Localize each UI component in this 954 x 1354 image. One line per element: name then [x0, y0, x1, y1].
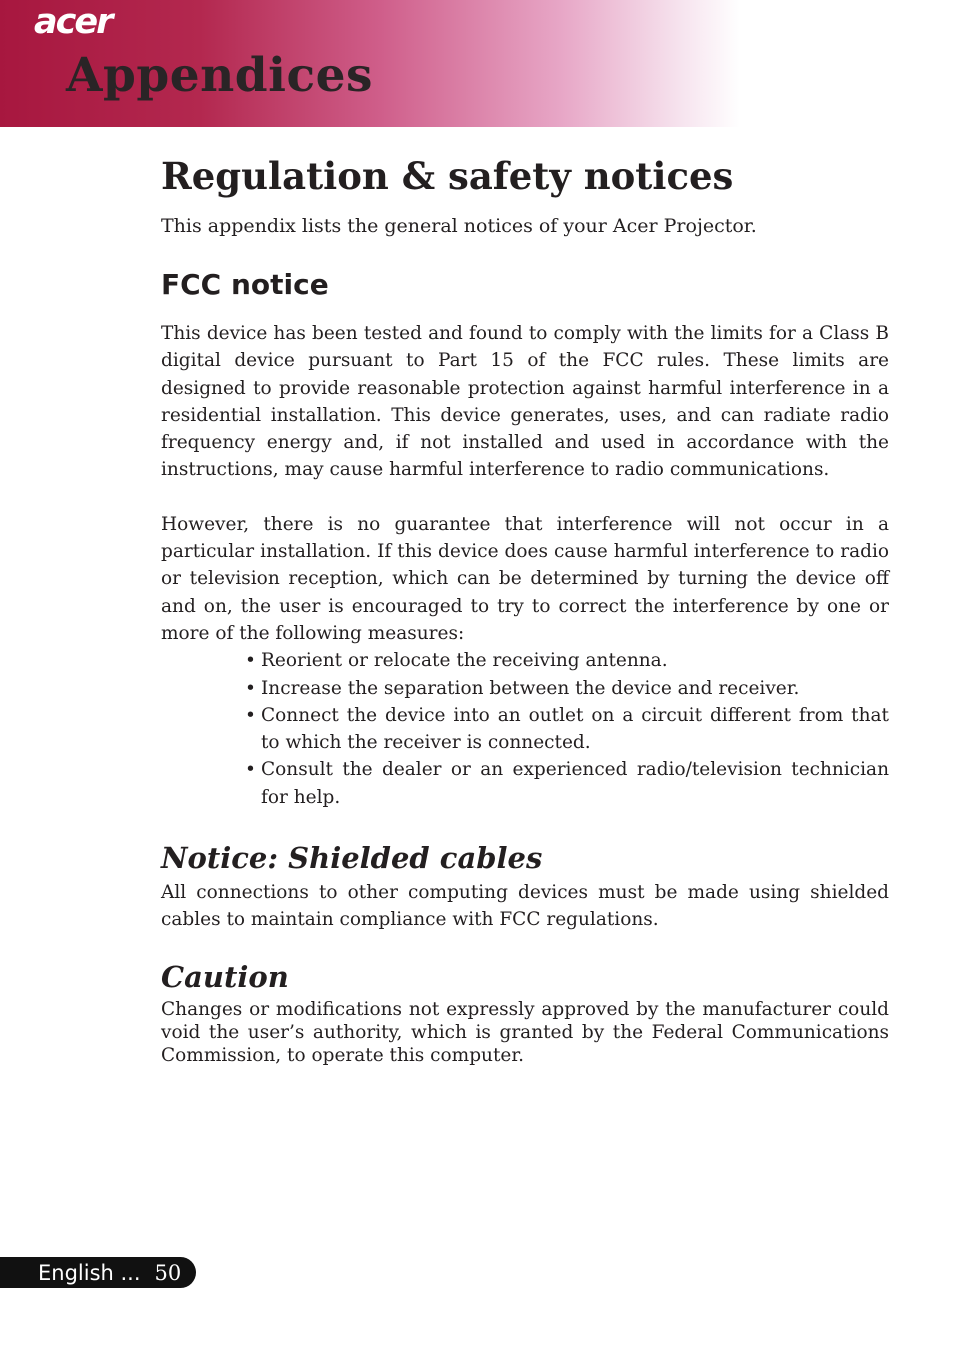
- page-number: 50: [154, 1260, 182, 1285]
- shielded-cables-text: All connections to other computing devices must be made using shielded cables to maintain compliance with FCC regulations.: [161, 882, 889, 931]
- list-item: • Increase the separation between the device and receiver.: [245, 675, 889, 702]
- caution-text: Changes or modifications not expressly approved by the manufacturer could void the user’s authority, which is granted by the Federal Communications Commission, to operate this computer.: [161, 998, 889, 1066]
- bullet: •: [245, 704, 256, 726]
- acer-logo: acer: [34, 2, 112, 42]
- intro-text: This appendix lists the general notices of your Acer Projector.: [161, 215, 757, 237]
- footer-language: English ...: [38, 1260, 141, 1285]
- page-content: [161, 150, 889, 1067]
- bullet: •: [245, 759, 256, 781]
- fcc-notice-heading: FCC notice: [161, 268, 329, 301]
- bullet: •: [245, 677, 256, 699]
- list-item: • Reorient or relocate the receiving antenna.: [245, 647, 889, 674]
- section-title: Appendices: [66, 48, 373, 103]
- shielded-cables-heading: Notice: Shielded cables: [161, 841, 543, 876]
- page-footer-tab: [0, 1257, 196, 1288]
- fcc-measures-list: [161, 647, 889, 811]
- list-item: • Connect the device into an outlet on a circuit different from that to which the receiver is connected.: [245, 702, 889, 757]
- fcc-paragraph-2: However, there is no guarantee that interference will not occur in a particular installation. If this device does cause harmful interference to radio or television reception, which can be determined by turning the device off and on, the user is encouraged to try to correct the interference by one or more of the following measures:: [161, 513, 889, 644]
- caution-heading: Caution: [161, 959, 289, 994]
- list-item: • Consult the dealer or an experienced radio/television technician for help.: [245, 756, 889, 811]
- page-title: Regulation & safety notices: [161, 154, 734, 198]
- bullet: •: [245, 650, 256, 672]
- fcc-paragraph-1: This device has been tested and found to comply with the limits for a Class B digital device pursuant to Part 15 of the FCC rules. These limits are designed to provide reasonable protection against harmful interference in a residential installation. This device generates, uses, and can radiate radio frequency energy and, if not installed and used in accordance with the instructions, may cause harmful interference to radio communications.: [161, 323, 889, 481]
- header-banner: [0, 0, 954, 127]
